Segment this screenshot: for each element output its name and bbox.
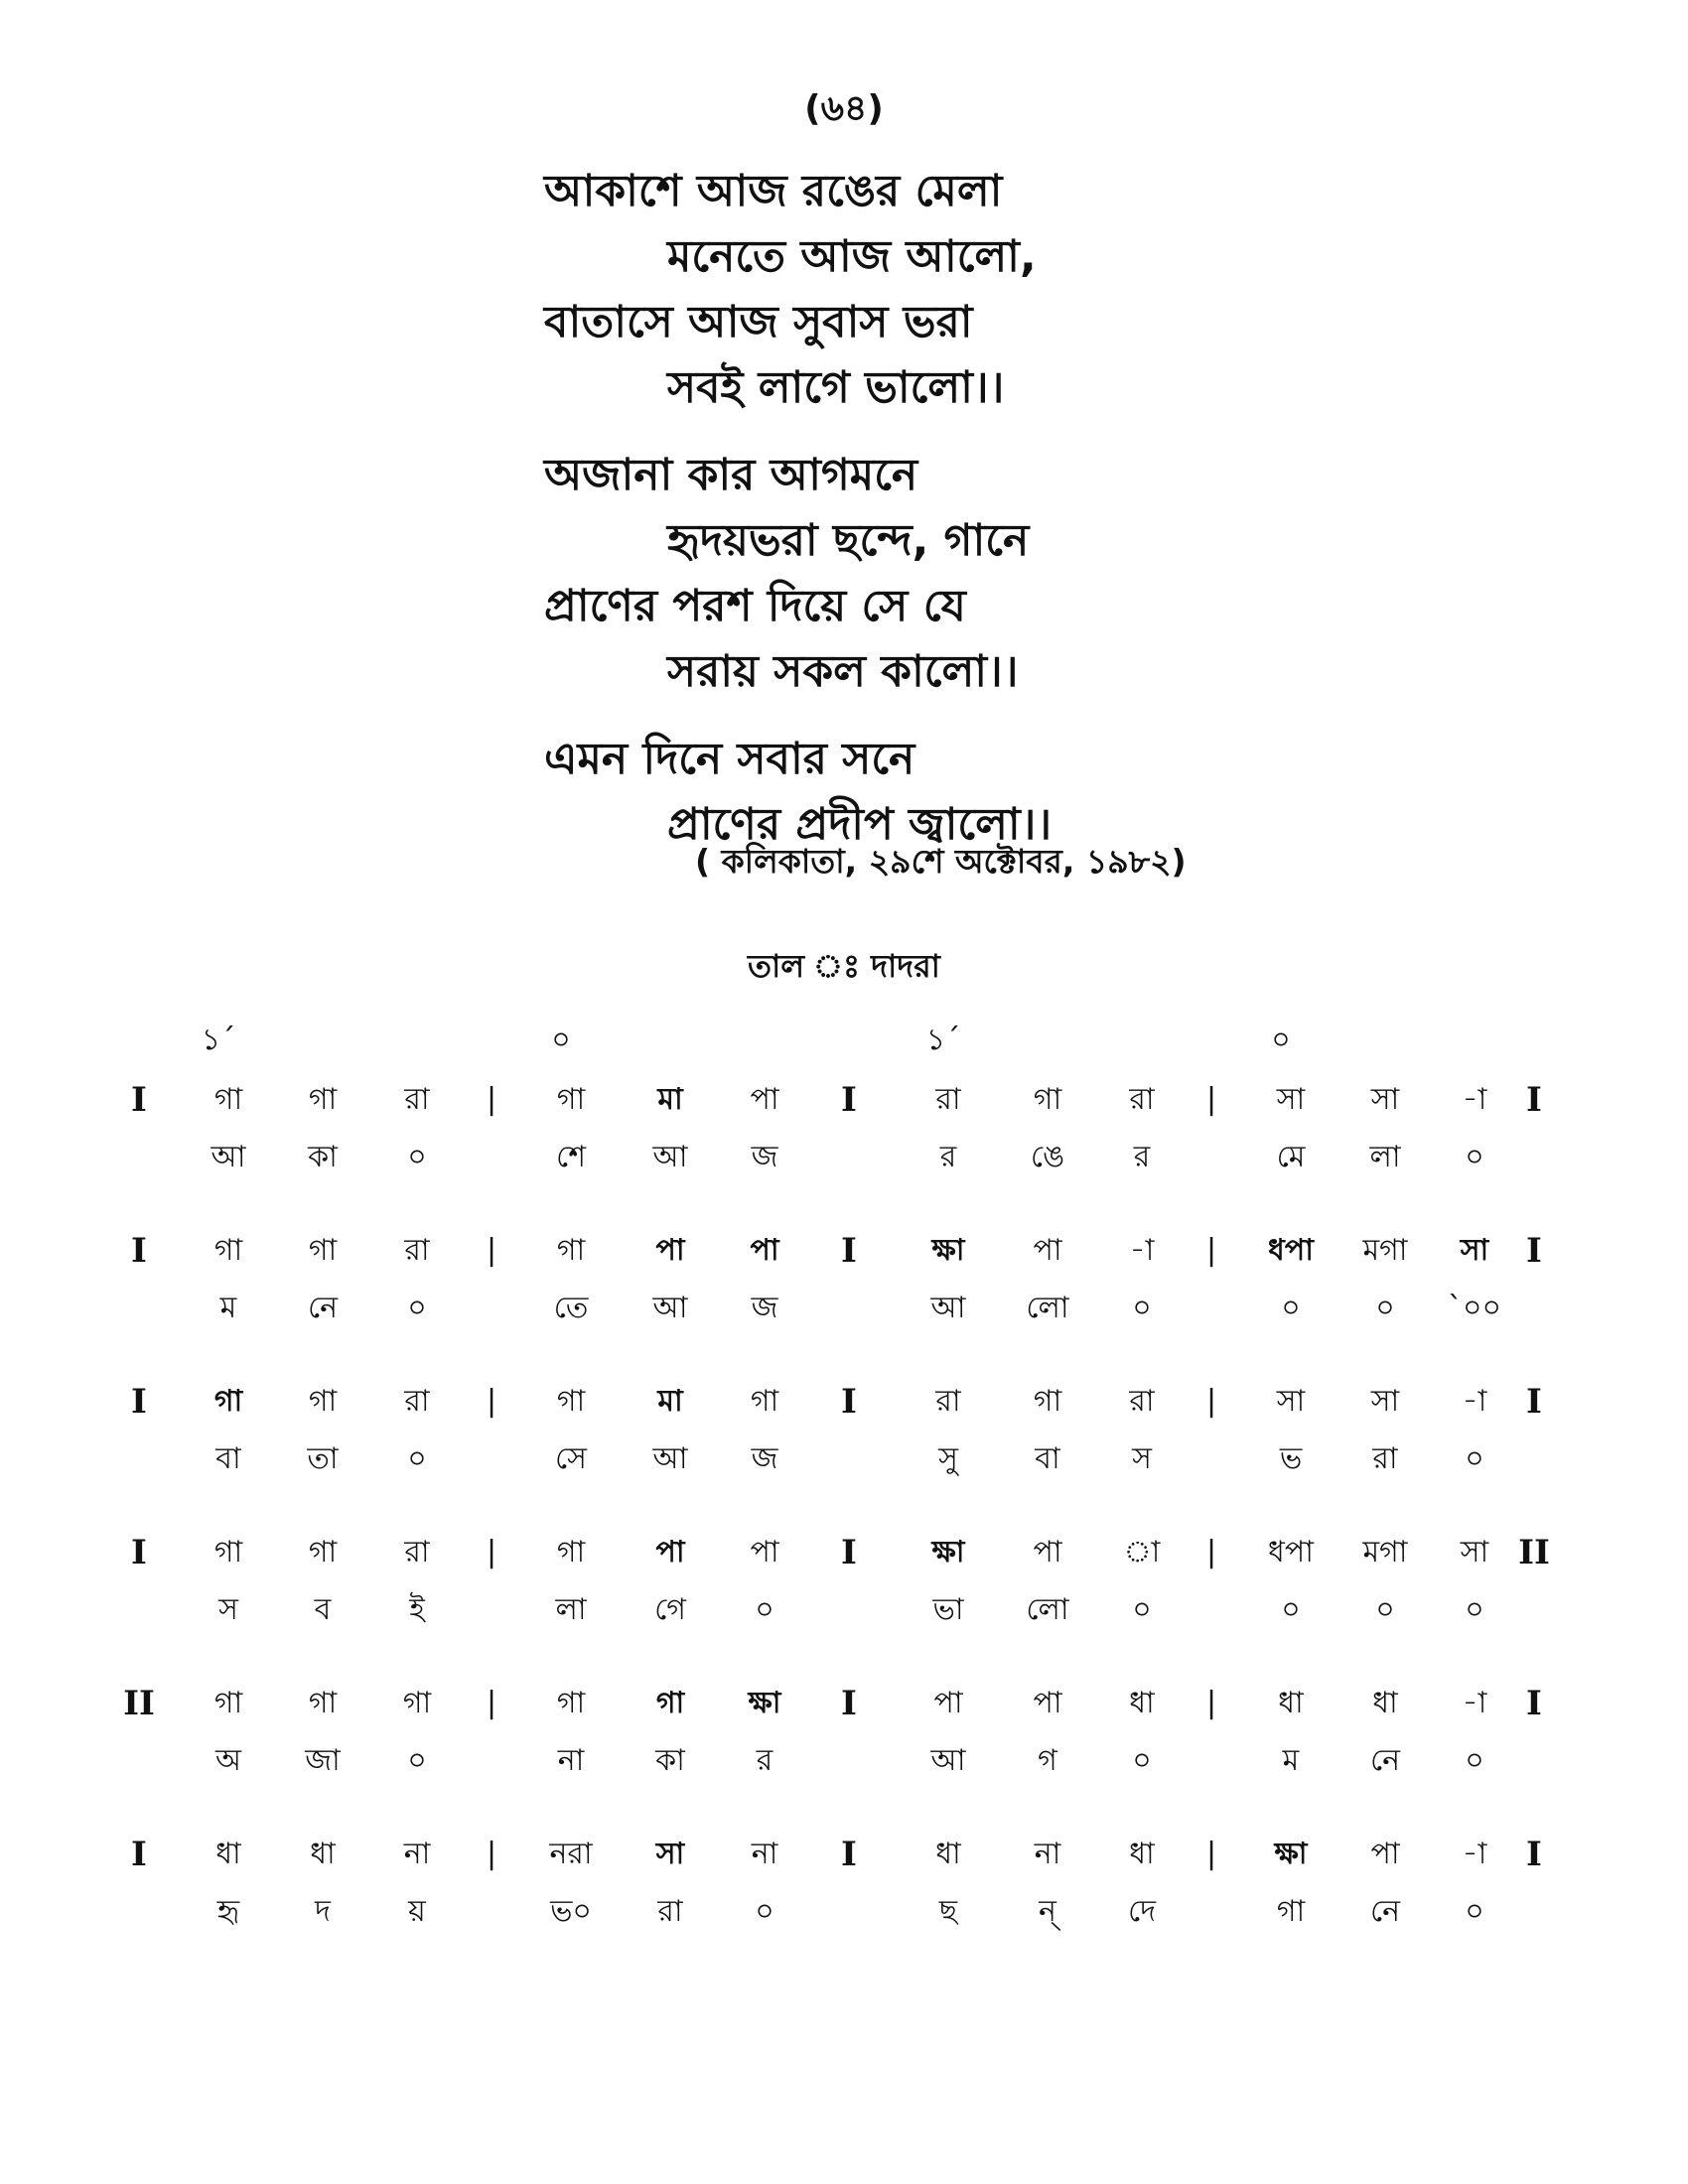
- syllable: সে: [555, 1441, 587, 1476]
- note: না: [1034, 1837, 1061, 1871]
- note: ধা: [310, 1837, 336, 1871]
- syllable: বা: [1035, 1441, 1060, 1476]
- syllable: নে: [1369, 1743, 1401, 1778]
- note: গা: [213, 1233, 243, 1268]
- syllable: ন্: [1039, 1894, 1056, 1929]
- bar-line: |: [486, 1082, 497, 1117]
- taal-heading: তাল ঃ দাদরা: [748, 947, 940, 985]
- bar-line: |: [1205, 1384, 1217, 1419]
- note: গা: [556, 1384, 586, 1419]
- note: রা: [404, 1384, 430, 1419]
- note: সা: [1460, 1535, 1489, 1570]
- lyric-line: সবই লাগে ভালো।।: [667, 362, 1005, 413]
- note: পা: [1370, 1837, 1400, 1871]
- syllable: ০: [407, 1743, 427, 1778]
- note: গা: [556, 1686, 586, 1720]
- note: মগা: [1362, 1233, 1408, 1268]
- syllable: র: [1133, 1140, 1151, 1174]
- bar-line: I: [841, 1080, 857, 1120]
- note: সা: [1370, 1384, 1400, 1419]
- note: মা: [657, 1384, 683, 1419]
- bar-line: I: [1526, 1835, 1542, 1874]
- syllable: ০: [407, 1291, 427, 1325]
- beat-marker: ০: [551, 1023, 571, 1057]
- note: মা: [657, 1082, 683, 1117]
- note: গা: [556, 1535, 586, 1570]
- bar-line: |: [1205, 1837, 1217, 1871]
- syllable: আ: [652, 1140, 688, 1174]
- syllable: মে: [1276, 1140, 1306, 1174]
- syllable: লো: [1026, 1592, 1069, 1627]
- note: পা: [655, 1233, 685, 1268]
- bar-line: I: [841, 1533, 857, 1572]
- bar-line: II: [123, 1684, 155, 1723]
- note: রা: [935, 1384, 961, 1419]
- bar-line: I: [841, 1231, 857, 1271]
- syllable: আ: [930, 1743, 966, 1778]
- syllable: ০: [1465, 1441, 1484, 1476]
- syllable: জ: [751, 1441, 778, 1476]
- syllable: ভ০: [550, 1894, 592, 1929]
- note: গা: [556, 1233, 586, 1268]
- note: ক্ষা: [931, 1233, 965, 1268]
- syllable: ম: [1282, 1743, 1300, 1778]
- note: পা: [750, 1233, 779, 1268]
- syllable: কা: [308, 1140, 338, 1174]
- syllable: লো: [1026, 1291, 1069, 1325]
- lyric-line: প্রাণের পরশ দিয়ে সে যে: [544, 581, 966, 631]
- note: মগা: [1362, 1535, 1408, 1570]
- syllable: কা: [655, 1743, 685, 1778]
- note: গা: [308, 1233, 338, 1268]
- bar-line: |: [1205, 1082, 1217, 1117]
- syllable: দ: [315, 1894, 331, 1929]
- syllable: আ: [930, 1291, 966, 1325]
- note: া: [1123, 1535, 1161, 1570]
- note: গা: [308, 1082, 338, 1117]
- note: পা: [1033, 1686, 1062, 1720]
- beat-marker: ১´: [201, 1023, 236, 1057]
- note: গা: [750, 1384, 779, 1419]
- note: গা: [213, 1082, 243, 1117]
- syllable: ০: [1465, 1140, 1484, 1174]
- note: গা: [213, 1686, 243, 1720]
- note: গা: [1033, 1082, 1062, 1117]
- bar-line: I: [131, 1533, 147, 1572]
- stanza: [544, 159, 1239, 421]
- syllable: বা: [215, 1441, 241, 1476]
- note: গা: [556, 1082, 586, 1117]
- syllable: র: [939, 1140, 957, 1174]
- note: ধা: [1129, 1686, 1155, 1720]
- note: পা: [933, 1686, 963, 1720]
- syllable: ০: [1465, 1894, 1484, 1929]
- syllable: নে: [1369, 1894, 1401, 1929]
- syllable: সু: [938, 1441, 958, 1476]
- note: না: [403, 1837, 431, 1871]
- syllable: ভা: [932, 1592, 964, 1627]
- syllable: ভ: [1279, 1441, 1303, 1476]
- note: সা: [1460, 1233, 1489, 1268]
- syllable: ছ: [938, 1894, 958, 1929]
- syllable: রা: [1372, 1441, 1398, 1476]
- syllable: আ: [652, 1291, 688, 1325]
- syllable: ০: [1465, 1592, 1484, 1627]
- beat-marker: ১´: [925, 1023, 961, 1057]
- note: গা: [213, 1384, 243, 1419]
- note: ধা: [935, 1837, 961, 1871]
- note: না: [751, 1837, 778, 1871]
- lyric-line: অজানা কার আগমনে: [544, 450, 918, 500]
- syllable: ০: [1132, 1743, 1152, 1778]
- lyric-line: হৃদয়ভরা ছন্দে, গানে: [667, 515, 1030, 566]
- note: ধা: [1129, 1837, 1155, 1871]
- note: গা: [655, 1686, 685, 1720]
- syllable: নে: [307, 1291, 339, 1325]
- bar-line: |: [486, 1535, 497, 1570]
- bar-line: |: [486, 1686, 497, 1720]
- syllable: ০: [1132, 1291, 1152, 1325]
- lyric-line: প্রাণের প্রদীপ জ্বালো।।: [667, 799, 1053, 850]
- syllable: শে: [556, 1140, 586, 1174]
- syllable: ০: [1132, 1592, 1152, 1627]
- note: ক্ষা: [1274, 1837, 1308, 1871]
- note: পা: [750, 1082, 779, 1117]
- syllable: ০: [1375, 1592, 1395, 1627]
- bar-line: I: [841, 1382, 857, 1422]
- bar-line: I: [841, 1684, 857, 1723]
- note: রা: [404, 1535, 430, 1570]
- note: সা: [1276, 1384, 1306, 1419]
- syllable: দে: [1128, 1894, 1156, 1929]
- syllable: ০: [1281, 1291, 1301, 1325]
- note: নরা: [549, 1837, 593, 1871]
- note: -া: [1462, 1837, 1487, 1871]
- syllable: লা: [1369, 1140, 1401, 1174]
- bar-line: I: [841, 1835, 857, 1874]
- note: ধা: [215, 1837, 241, 1871]
- bar-line: |: [486, 1233, 497, 1268]
- syllable: জ: [751, 1140, 778, 1174]
- bar-line: |: [1205, 1233, 1217, 1268]
- lyrics: [544, 159, 1239, 880]
- note: সা: [1370, 1082, 1400, 1117]
- note: ধা: [1278, 1686, 1304, 1720]
- stanza: [544, 443, 1239, 705]
- note: রা: [935, 1082, 961, 1117]
- syllable: জা: [305, 1743, 341, 1778]
- note: গা: [213, 1535, 243, 1570]
- bar-line: I: [1526, 1684, 1542, 1723]
- note: পা: [1033, 1535, 1062, 1570]
- bar-line: I: [131, 1382, 147, 1422]
- lyric-line: বাতাসে আজ সুবাস ভরা: [544, 297, 973, 347]
- bar-line: I: [131, 1835, 147, 1874]
- note: গা: [308, 1535, 338, 1570]
- note: রা: [1129, 1384, 1155, 1419]
- syllable: স: [218, 1592, 238, 1627]
- syllable: র: [756, 1743, 774, 1778]
- lyric-line: আকাশে আজ রঙের মেলা: [544, 166, 1003, 216]
- syllable: `০০: [1447, 1291, 1501, 1325]
- notation-grid: [0, 1021, 1688, 2013]
- note: ধপা: [1268, 1233, 1314, 1268]
- syllable: ঙে: [1030, 1140, 1065, 1174]
- syllable: গে: [654, 1592, 686, 1627]
- syllable: অ: [215, 1743, 241, 1778]
- syllable: জ: [751, 1291, 778, 1325]
- syllable: হৃ: [216, 1894, 240, 1929]
- syllable: রা: [657, 1894, 683, 1929]
- note: -া: [1462, 1082, 1487, 1117]
- note: রা: [404, 1082, 430, 1117]
- beat-marker: ০: [1271, 1023, 1291, 1057]
- note: -া: [1462, 1384, 1487, 1419]
- bar-line: |: [1205, 1686, 1217, 1720]
- note: সা: [1276, 1082, 1306, 1117]
- note: -া: [1462, 1686, 1487, 1720]
- lyric-line: মনেতে আজ আলো,: [667, 231, 1037, 282]
- note: পা: [1033, 1233, 1062, 1268]
- syllable: ই: [409, 1592, 425, 1627]
- bar-line: I: [1526, 1382, 1542, 1422]
- note: সা: [655, 1837, 685, 1871]
- syllable: গা: [1276, 1894, 1306, 1929]
- note: গা: [308, 1686, 338, 1720]
- syllable: ০: [407, 1140, 427, 1174]
- syllable: আ: [211, 1140, 246, 1174]
- note: গা: [308, 1384, 338, 1419]
- bar-line: I: [1526, 1231, 1542, 1271]
- syllable: য়: [408, 1894, 426, 1929]
- syllable: না: [557, 1743, 585, 1778]
- syllable: তে: [553, 1291, 589, 1325]
- note: ক্ষা: [931, 1535, 965, 1570]
- bar-line: I: [131, 1080, 147, 1120]
- syllable: ০: [407, 1441, 427, 1476]
- note: পা: [655, 1535, 685, 1570]
- syllable: ম: [219, 1291, 237, 1325]
- syllable: ০: [1281, 1592, 1301, 1627]
- syllable: লা: [555, 1592, 587, 1627]
- bar-line: |: [486, 1384, 497, 1419]
- note: গা: [402, 1686, 432, 1720]
- dateline: ( কলিকাতা, ২৯শে অক্টোবর, ১৯৮২): [695, 842, 1187, 881]
- syllable: ০: [755, 1894, 774, 1929]
- bar-line: |: [486, 1837, 497, 1871]
- note: রা: [404, 1233, 430, 1268]
- note: পা: [750, 1535, 779, 1570]
- note: ক্ষা: [748, 1686, 781, 1720]
- note: ধা: [1372, 1686, 1398, 1720]
- syllable: আ: [652, 1441, 688, 1476]
- lyric-line: এমন দিনে সবার সনে: [544, 734, 915, 784]
- syllable: ০: [1465, 1743, 1484, 1778]
- bar-line: |: [1205, 1535, 1217, 1570]
- lyric-line: সরায় সকল কালো।।: [667, 646, 1019, 697]
- syllable: ০: [755, 1592, 774, 1627]
- syllable: তা: [307, 1441, 339, 1476]
- page-number: (৬৪): [804, 88, 884, 129]
- note: ধপা: [1268, 1535, 1314, 1570]
- note: গা: [1033, 1384, 1062, 1419]
- note: রা: [1129, 1082, 1155, 1117]
- bar-line: I: [131, 1231, 147, 1271]
- syllable: ব: [314, 1592, 332, 1627]
- syllable: স: [1132, 1441, 1152, 1476]
- syllable: ০: [1375, 1291, 1395, 1325]
- note: -া: [1129, 1233, 1155, 1268]
- bar-line: II: [1518, 1533, 1550, 1572]
- bar-line: I: [1526, 1080, 1542, 1120]
- syllable: গ: [1038, 1743, 1057, 1778]
